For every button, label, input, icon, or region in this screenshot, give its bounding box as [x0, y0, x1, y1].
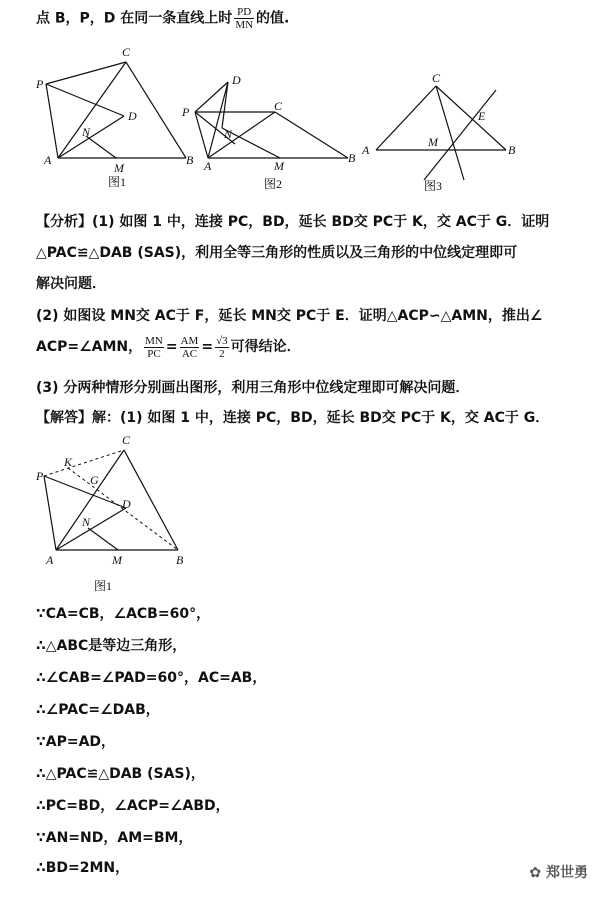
- solution-step-2: ∴△ABC是等边三角形，: [36, 638, 187, 654]
- label-D: D: [122, 497, 131, 511]
- analysis-line-5-a: ACP=∠AMN，: [36, 339, 143, 355]
- solution-step-5: ∵AP=AD，: [36, 734, 116, 750]
- wechat-icon: ✿: [529, 865, 542, 881]
- figure-3: [360, 70, 530, 195]
- label-D: D: [232, 73, 241, 87]
- solution-step-1: ∵CA=CB，∠ACB=60°，: [36, 606, 211, 622]
- label-M: M: [274, 159, 284, 173]
- label-M: M: [112, 553, 122, 567]
- label-N: N: [224, 127, 233, 141]
- mn-over-pc-fraction: $\frac{MN}{PC}$: [145, 334, 163, 360]
- label-M: M: [428, 135, 438, 149]
- analysis-line-2: △PAC≌△DAB (SAS)，利用全等三角形的性质以及三角形的中位线定理即可: [36, 245, 518, 261]
- label-A: A: [362, 143, 370, 157]
- fig3-caption: 图3: [424, 179, 443, 193]
- problem-suffix: 的值.: [256, 10, 290, 27]
- label-K: K: [64, 455, 73, 469]
- analysis-line-6: (3) 分两种情形分别画出图形，利用三角形中位线定理即可解决问题．: [36, 380, 470, 396]
- fig1-caption: 图1: [108, 175, 127, 189]
- analysis-line-1: 【分析】(1) 如图 1 中，连接 PC，BD，延长 BD交 PC于 K，交 AC于 G．证明: [36, 214, 550, 230]
- analysis-line-5: [36, 330, 301, 364]
- label-D: D: [128, 109, 137, 123]
- label-A: A: [44, 153, 52, 167]
- label-C: C: [432, 71, 441, 85]
- label-G: G: [90, 473, 99, 487]
- am-over-ac-fraction: $\frac{AM}{AC}$: [180, 334, 199, 360]
- equals-2: =: [201, 339, 214, 355]
- label-N: N: [82, 515, 91, 529]
- solution-step-8: ∵AN=ND，AM=BM，: [36, 830, 193, 846]
- figure-solution: [36, 432, 206, 600]
- pd-over-mn-fraction: $\frac{PD}{MN}$: [235, 6, 254, 31]
- label-B: B: [508, 143, 516, 157]
- label-B: B: [176, 553, 184, 567]
- solution-step-6: ∴△PAC≌△DAB (SAS)，: [36, 766, 205, 782]
- solution-step-3: ∴∠CAB=∠PAD=60°，AC=AB，: [36, 670, 267, 686]
- problem-prefix: 点 B，P，D 在同一条直线上时: [36, 10, 233, 27]
- label-N: N: [82, 125, 91, 139]
- analysis-line-4: (2) 如图设 MN交 AC于 F，延长 MN交 PC于 E．证明△ACP∽△AMN，推出∠: [36, 308, 543, 324]
- label-C: C: [122, 45, 131, 59]
- watermark: ✿ 郑世勇: [529, 865, 588, 881]
- figure-2: [180, 68, 365, 193]
- solution-step-7: ∴PC=BD，∠ACP=∠ABD，: [36, 798, 230, 814]
- solution-step-4: ∴∠PAC=∠DAB，: [36, 702, 160, 718]
- label-A: A: [204, 159, 212, 173]
- label-C: C: [274, 99, 283, 113]
- label-P: P: [36, 77, 44, 91]
- label-M: M: [114, 161, 124, 175]
- label-B: B: [186, 153, 194, 167]
- fig2-caption: 图2: [264, 177, 283, 191]
- sqrt3-over-2-fraction: $\frac{√3}{2}$: [216, 334, 228, 360]
- label-A: A: [46, 553, 54, 567]
- label-C: C: [122, 433, 131, 447]
- solution-step-9: ∴BD=2MN，: [36, 860, 130, 876]
- analysis-line-3: 解决问题．: [36, 276, 106, 292]
- label-P: P: [182, 105, 190, 119]
- label-B: B: [348, 151, 356, 165]
- label-P: P: [36, 469, 44, 483]
- analysis-line-5-b: 可得结论．: [230, 339, 301, 355]
- solution-heading: 【解答】解：(1) 如图 1 中，连接 PC，BD，延长 BD交 PC于 K，交 AC于 G．: [36, 410, 550, 426]
- equals-1: =: [165, 339, 178, 355]
- problem-line: [36, 6, 289, 31]
- label-E: E: [478, 109, 486, 123]
- fig4-caption: 图1: [94, 579, 113, 593]
